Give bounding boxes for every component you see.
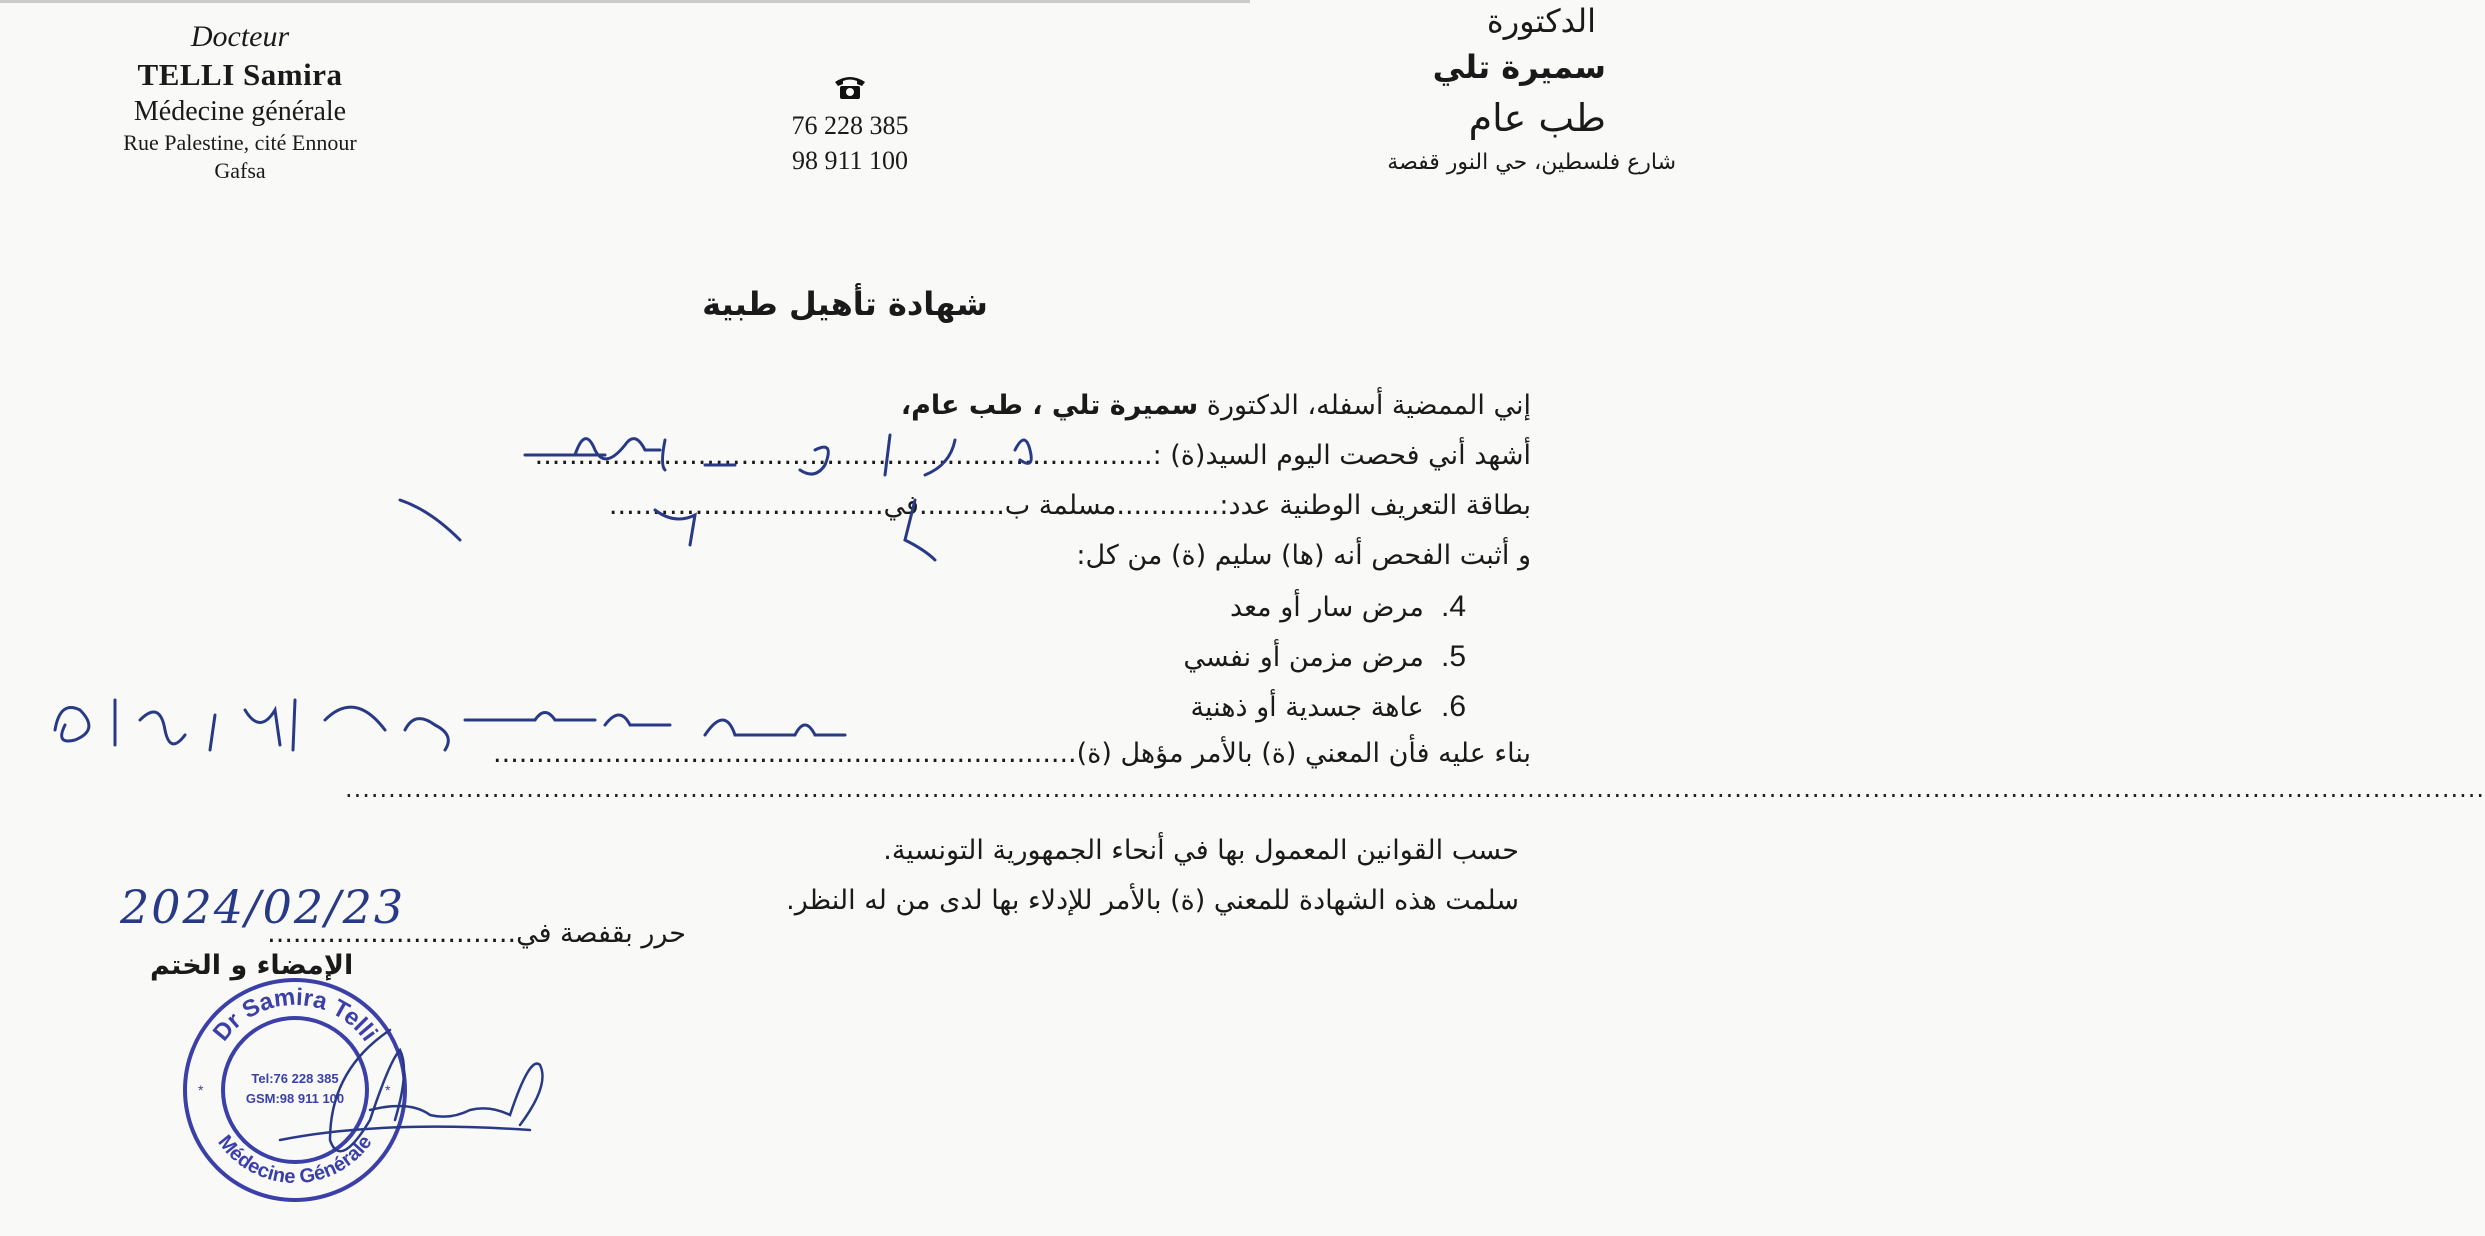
doctor-title-fr: Docteur [190, 20, 290, 53]
doctor-signature [250, 1010, 570, 1180]
list-item-number: 4. [1440, 590, 1466, 623]
declaration-prefix: إني الممضية أسفله، الدكتورة [1198, 390, 1531, 421]
handwritten-id-marks [395, 480, 955, 560]
list-item-number: 5. [1440, 640, 1466, 673]
legal-basis-line: حسب القوانين المعمول بها في أنحاء الجمهورية التونسية. [883, 835, 1519, 866]
phone-block [760, 72, 940, 178]
stamp-bottom-text: Médecine Générale [213, 1131, 377, 1189]
examined-person-dots: ........................................................................ [534, 440, 1153, 471]
list-item [1230, 590, 1466, 624]
list-item-number: 6. [1440, 690, 1466, 723]
doctor-name-fr: TELLI Samira [137, 56, 343, 92]
declaration-doctor: سميرة تلي ، طب عام، [900, 390, 1199, 421]
list-item-text: مرض مزمن أو نفسي [1183, 642, 1424, 673]
qualification-dots: .................................................................... [493, 738, 1077, 769]
specialty-ar: طب عام [1468, 96, 1606, 140]
exam-result-line: و أثبت الفحص أنه (ها) سليم (ة) من كل: [1076, 540, 1531, 571]
stamp-top-text: Dr Samira Telli [207, 983, 383, 1047]
city-fr: Gafsa [214, 157, 266, 183]
doctor-name-ar: سميرة تلي [1432, 48, 1606, 86]
list-item [1190, 690, 1466, 724]
specialty-fr: Médecine générale [133, 96, 347, 128]
written-at-label: حرر بقفصة في [516, 918, 686, 949]
written-at-dots: ............................. [267, 918, 517, 949]
svg-text:*: * [198, 1082, 204, 1098]
document-title: شهادة تأهيل طبية [702, 285, 988, 323]
address-fr: Rue Palestine, cité Ennour [123, 130, 357, 156]
stamp-tel: Tel:76 228 385 [251, 1071, 339, 1086]
list-item [1183, 640, 1466, 674]
address-ar: شارع فلسطين، حي النور قفصة [1387, 150, 1676, 175]
svg-text:*: * [385, 1082, 391, 1098]
list-item-text: مرض سار أو معد [1229, 592, 1424, 623]
signature-label: الإمضاء و الختم [150, 950, 354, 981]
qualification-label: بناء عليه فأن المعني (ة) بالأمر مؤهل (ة) [1076, 738, 1531, 769]
telephone-icon [832, 72, 868, 102]
stamp-gsm: GSM:98 911 100 [245, 1091, 345, 1106]
id-card-dots: ................................ [608, 490, 884, 521]
header-french [70, 18, 410, 184]
handwritten-qualification [45, 680, 945, 770]
delivery-line: سلمت هذه الشهادة للمعني (ة) بالأمر للإدلاء بها لدى من له النظر. [786, 885, 1519, 916]
id-card-label: بطاقة التعريف الوطنية عدد: [1219, 490, 1531, 521]
phone-number-2: 98 911 100 [791, 146, 909, 176]
header-arabic [1206, 0, 1676, 182]
list-item-text: عاهة جسدية أو ذهنية [1190, 692, 1424, 723]
id-issued-on: ..........في [883, 490, 1005, 521]
phone-number-1: 76 228 385 [791, 111, 909, 140]
examined-person-label: أشهد أني فحصت اليوم السيد(ة) : [1152, 440, 1531, 471]
top-edge-line [0, 0, 1250, 3]
handwritten-name [515, 410, 1095, 490]
doctor-title-ar: الدكتورة [1486, 2, 1596, 40]
qualification-continuation-dots: ........................................................................................................................................................................................................................................................ [345, 775, 2485, 803]
handwritten-date: 2024/02/23 [120, 880, 406, 934]
id-issued-by: ............مسلمة ب [1004, 490, 1220, 521]
